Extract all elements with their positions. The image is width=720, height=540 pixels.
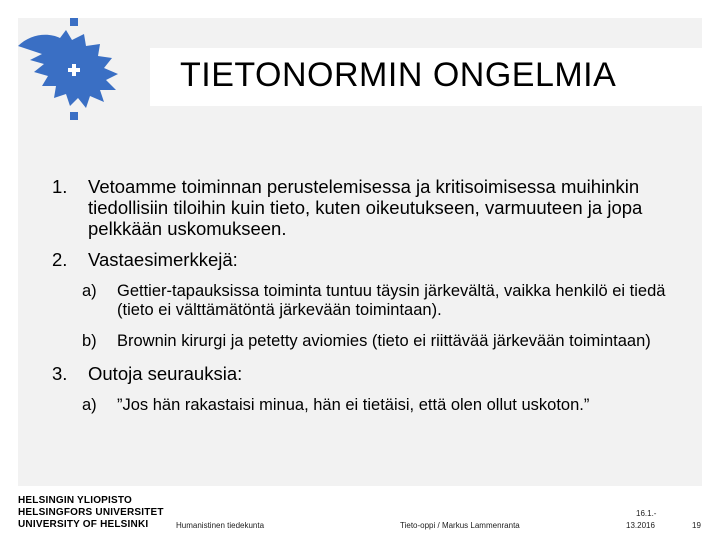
sub-item-letter: a) [82, 396, 97, 414]
item-number: 3. [52, 363, 68, 384]
item-text: Vetoamme toiminnan perustelemisessa ja kritisoimisessa muihinkin tiedollisiin tiloihin kuin tieto, kuten oikeutukseen, varmuuteen ja jopa pelkkään uskomukseen. [88, 176, 643, 239]
sub-list-item [82, 332, 702, 351]
university-name-en: UNIVERSITY OF HELSINKI [18, 519, 149, 530]
sub-item-text: ”Jos hän rakastaisi minua, hän ei tietäisi, että olen ollut uskoton.” [117, 396, 590, 414]
sub-list-item [82, 282, 702, 320]
university-name-fi: HELSINGIN YLIOPISTO [18, 495, 133, 506]
sub-item-text: Brownin kirurgi ja petetty aviomies (tieto ei riittävää järkevään toimintaan) [117, 332, 651, 350]
footer-date-line1: 16.1.- [636, 509, 657, 518]
slide-content [52, 176, 702, 415]
footer-date-line2: 13.2016 [626, 521, 655, 530]
slide-title: TIETONORMIN ONGELMIA [180, 56, 617, 94]
title-box [150, 48, 720, 106]
list-item [52, 176, 702, 239]
list-item [52, 363, 702, 384]
list-item [52, 249, 702, 270]
sub-item-text: Gettier-tapauksissa toiminta tuntuu täysin järkevältä, vaikka henkilö ei tiedä (tieto ei välttämätöntä järkevään toimintaan). [117, 282, 666, 319]
university-name-logo [18, 495, 164, 531]
page-number: 19 [692, 521, 701, 530]
university-logo-icon [8, 16, 136, 124]
sub-item-letter: b) [82, 332, 97, 350]
sub-item-letter: a) [82, 282, 97, 300]
footer-faculty: Humanistinen tiedekunta [176, 521, 265, 530]
footer-course: Tieto-oppi / Markus Lammenranta [400, 521, 520, 530]
sub-list-item [82, 396, 702, 415]
item-number: 2. [52, 249, 68, 270]
item-text: Outoja seurauksia: [88, 363, 243, 384]
item-number: 1. [52, 176, 68, 197]
university-name-sv: HELSINGFORS UNIVERSITET [18, 507, 164, 518]
item-text: Vastaesimerkkejä: [88, 249, 238, 270]
